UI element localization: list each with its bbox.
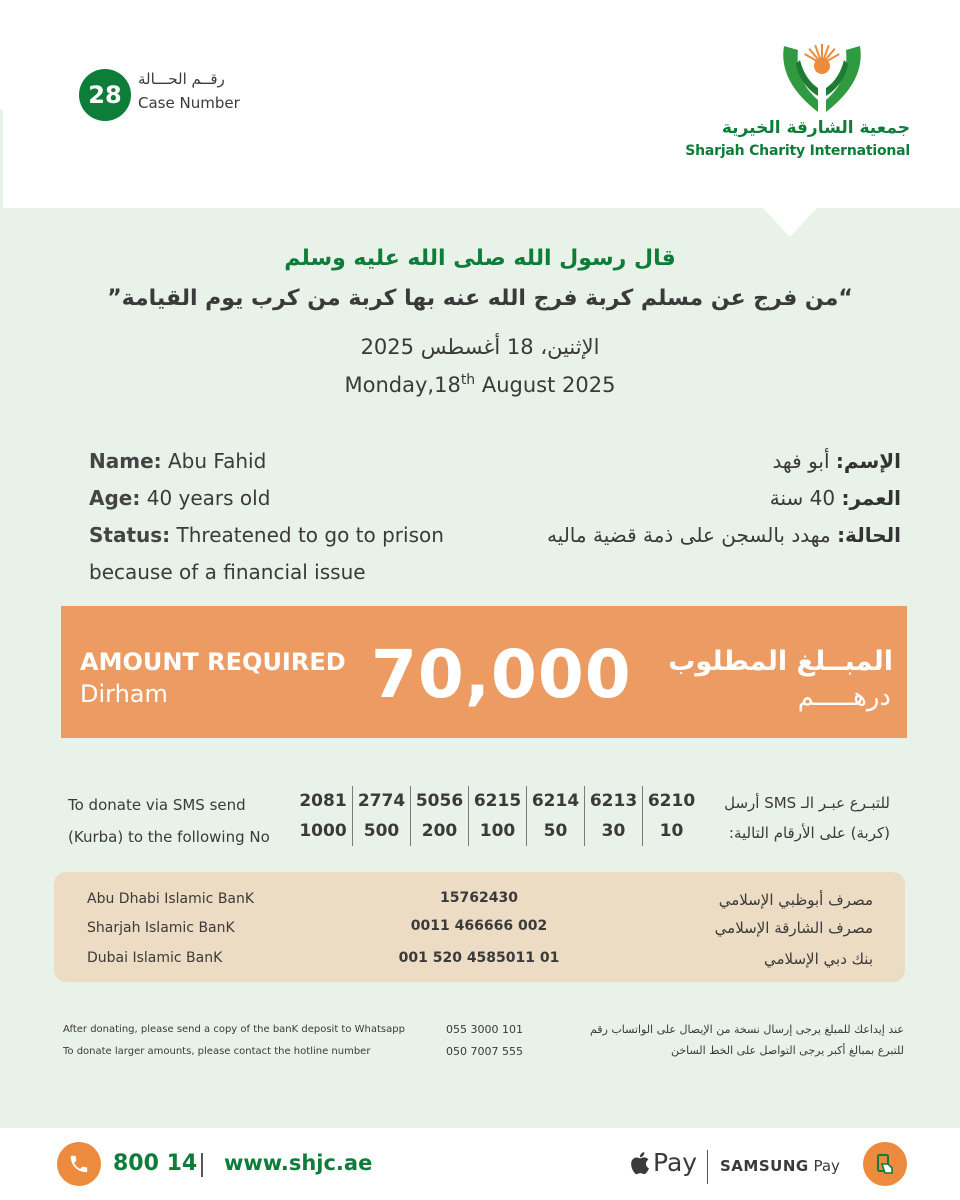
pay-divider	[707, 1150, 708, 1184]
sms-number: 5056	[415, 791, 464, 811]
age-value-ar: 40 سنة	[769, 486, 836, 510]
sms-number: 6215	[473, 791, 522, 811]
note-hotline-number: 050 7007 555	[446, 1045, 523, 1058]
age-value-en: 40 years old	[146, 486, 271, 510]
date-ar: الإثنين، 18 أغسطس 2025	[360, 335, 600, 359]
sms-column	[642, 786, 700, 846]
name-row-en	[89, 449, 266, 473]
age-label-ar: العمر:	[841, 486, 901, 510]
status-row-en	[89, 523, 444, 547]
sms-text-en-line1: To donate via SMS send	[68, 796, 246, 814]
date-en	[0, 372, 960, 397]
sms-column	[410, 786, 468, 846]
name-label-en: Name:	[89, 449, 162, 473]
bank-account-number: 0011 466666 002	[410, 918, 548, 934]
sms-number: 2774	[357, 791, 406, 811]
sms-number-table	[294, 786, 700, 846]
sms-number: 6210	[647, 791, 696, 811]
case-number-badge: 28	[79, 69, 131, 121]
sms-text-en-line2: (Kurba) to the following No	[68, 828, 270, 846]
sms-number: 6214	[531, 791, 580, 811]
status-value-en-line2: because of a financial issue	[89, 560, 366, 584]
name-label-ar: الإسم:	[835, 449, 901, 473]
sms-text-ar-line1: للتبـرع عبـر الـ SMS أرسل	[724, 794, 890, 812]
apple-icon	[628, 1150, 650, 1176]
samsung-brand: SAMSUNG	[720, 1157, 809, 1175]
sms-column	[352, 786, 410, 846]
status-value-ar: مهدد بالسجن على ذمة قضية ماليه	[546, 523, 831, 547]
sms-amount: 200	[421, 821, 458, 841]
sms-amount: 500	[363, 821, 400, 841]
date-en-prefix: Monday,18	[344, 373, 461, 397]
hadith-text: ”من فرج عن مسلم كربة فرج الله عنه بها كربة من كرب يوم القيامة“	[107, 286, 853, 311]
sms-column	[294, 786, 352, 846]
org-name-ar: جمعية الشارقة الخيرية	[721, 118, 910, 138]
age-label-en: Age:	[89, 486, 141, 510]
samsung-pay-label: Pay	[813, 1157, 840, 1175]
hadith-title: قال رسول الله صلى الله عليه وسلم	[284, 246, 676, 271]
status-value-en: Threatened to go to prison	[176, 523, 444, 547]
website-link[interactable]: www.shjc.ae	[224, 1151, 373, 1175]
note-whatsapp-number: 055 3000 101	[446, 1023, 523, 1036]
org-name-en: Sharjah Charity International	[685, 143, 910, 159]
sms-column	[468, 786, 526, 846]
age-row-en	[89, 486, 270, 510]
bank-name-ar: مصرف أبوظبي الإسلامي	[718, 891, 873, 909]
amount-value: 70,000	[371, 636, 632, 713]
sms-column	[584, 786, 642, 846]
apple-pay-badge	[628, 1148, 697, 1177]
footer-divider	[201, 1153, 203, 1177]
sms-amount: 100	[479, 821, 516, 841]
status-label-ar: الحالة:	[837, 523, 901, 547]
status-label-en: Status:	[89, 523, 171, 547]
sms-amount: 50	[543, 821, 568, 841]
name-row-ar	[772, 449, 901, 473]
apple-pay-label: Pay	[653, 1148, 698, 1177]
sms-text-ar-line2: (كربة) على الأرقام التالية:	[728, 824, 890, 842]
name-value-en: Abu Fahid	[168, 449, 267, 473]
card-payment-button[interactable]	[863, 1142, 907, 1186]
note-hotline-ar: للتبرع بمبالغ أكبر يرجى التواصل على الخط الساخن	[670, 1044, 904, 1057]
sms-amount: 30	[601, 821, 626, 841]
phone-button[interactable]	[57, 1142, 101, 1186]
sms-number: 6213	[589, 791, 638, 811]
sms-column	[526, 786, 584, 846]
samsung-pay-badge	[720, 1157, 840, 1175]
charity-logo-icon	[774, 40, 870, 120]
name-value-ar: أبو فهد	[772, 449, 830, 473]
hotline-number[interactable]: 800 14	[113, 1151, 198, 1176]
sms-amount: 1000	[299, 821, 347, 841]
status-row-ar	[547, 523, 901, 547]
date-en-rest: August 2025	[475, 373, 616, 397]
bank-name-en: Dubai Islamic BanK	[87, 950, 223, 966]
age-row-ar	[770, 486, 901, 510]
bank-account-number: 001 520 4585011 01	[398, 950, 560, 966]
sms-number: 2081	[299, 791, 347, 811]
amount-banner	[61, 606, 907, 738]
bank-name-en: Sharjah Islamic BanK	[87, 920, 235, 936]
case-label-ar: رقــم الحـــالة	[138, 70, 225, 88]
left-accent-strip	[0, 110, 3, 208]
sms-amount: 10	[659, 821, 684, 841]
note-whatsapp-ar: عند إيداعك للمبلغ يرجى إرسال نسخة من الإيصال على الواتساب رقم	[589, 1023, 904, 1036]
bank-name-ar: بنك دبي الإسلامي	[763, 950, 873, 968]
bank-name-en: Abu Dhabi Islamic BanK	[87, 891, 255, 907]
phone-icon	[68, 1153, 90, 1175]
bank-accounts-panel	[54, 872, 905, 982]
amount-currency-ar: درهـــــم	[797, 682, 891, 712]
amount-currency-en: Dirham	[80, 680, 168, 708]
note-hotline-en: To donate larger amounts, please contact the hotline number	[63, 1046, 371, 1057]
card-tap-icon	[873, 1152, 897, 1176]
amount-label-ar: المبــلغ المطلوب	[668, 646, 893, 677]
note-whatsapp-en: After donating, please send a copy of the banK deposit to Whatsapp	[63, 1024, 405, 1035]
date-en-suffix: th	[460, 372, 476, 388]
header-notch	[762, 207, 818, 237]
bank-account-number: 15762430	[440, 890, 518, 906]
amount-label-en: AMOUNT REQUIRED	[80, 648, 346, 676]
bank-name-ar: مصرف الشارقة الإسلامي	[714, 919, 873, 937]
case-label-en: Case Number	[138, 94, 240, 112]
